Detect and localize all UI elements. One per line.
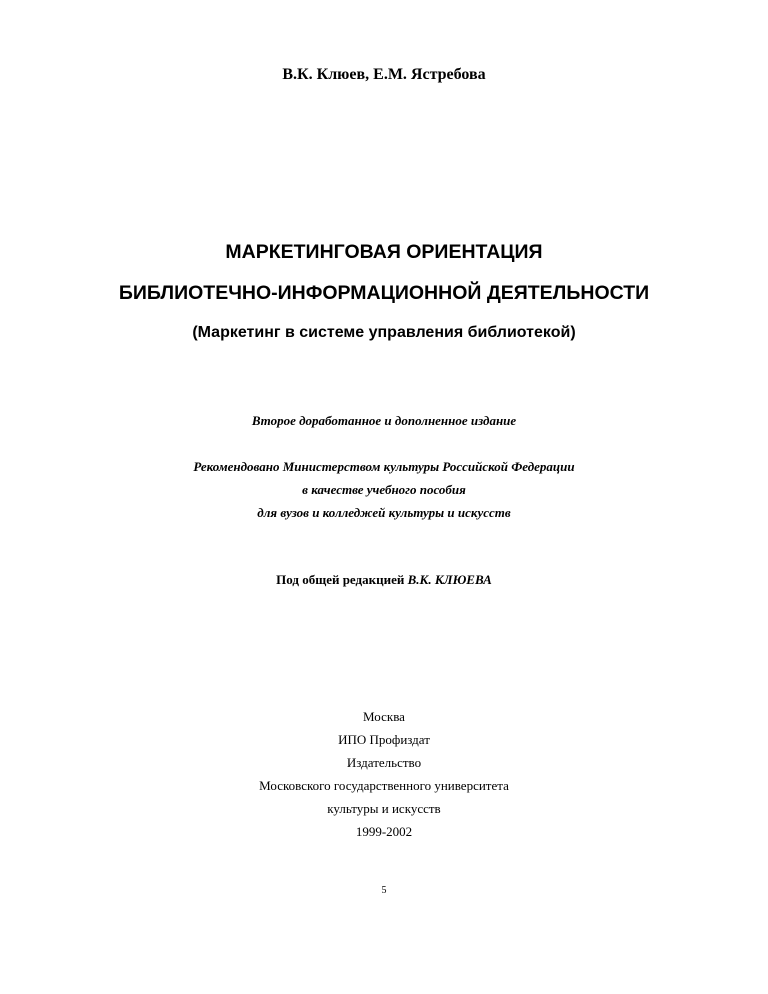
authors: В.К. Клюев, Е.М. Ястребова <box>282 66 486 83</box>
editor-prefix: Под общей редакцией <box>276 572 408 587</box>
title-line-1: МАРКЕТИНГОВАЯ ОРИЕНТАЦИЯ <box>225 241 543 263</box>
subtitle: (Маркетинг в системе управления библиотекой) <box>192 324 576 341</box>
title-line-2: БИБЛИОТЕЧНО-ИНФОРМАЦИОННОЙ ДЕЯТЕЛЬНОСТИ <box>118 282 650 304</box>
publication-years: 1999-2002 <box>355 824 413 839</box>
publisher-label: Издательство <box>346 755 422 770</box>
recommendation-line-3: для вузов и колледжей культуры и искусств <box>257 505 511 520</box>
recommendation-line-1: Рекомендовано Министерством культуры Российской Федерации <box>193 459 575 474</box>
publisher-university-cont: культуры и искусств <box>327 801 441 816</box>
editor-line <box>0 572 768 588</box>
publisher-imprint: ИПО Профиздат <box>338 732 430 747</box>
editor-name: В.К. КЛЮЕВА <box>407 572 492 587</box>
publisher-city: Москва <box>363 709 405 724</box>
edition-note: Второе доработанное и дополненное издание <box>251 413 517 428</box>
publisher-university: Московского государственного университета <box>259 778 509 793</box>
recommendation-line-2: в качестве учебного пособия <box>302 482 466 497</box>
page-number: 5 <box>381 885 387 896</box>
